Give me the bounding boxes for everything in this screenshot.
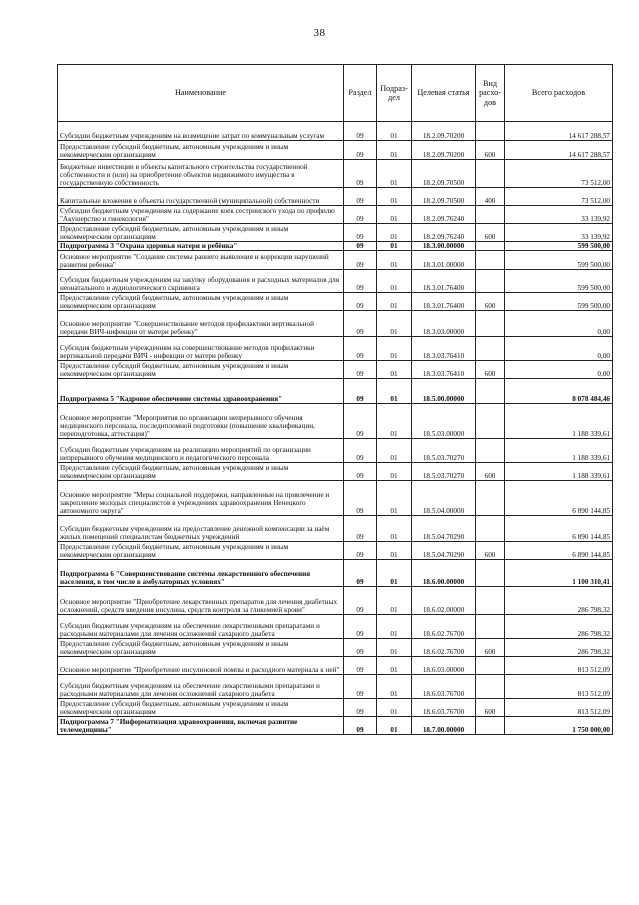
row-section-cell: 09 [344, 242, 377, 251]
row-type-cell [476, 206, 505, 224]
row-amount-cell: 1 100 310,41 [505, 560, 613, 587]
row-name-cell: Подпрограмма 6 "Совершенствование системы лекарственного обеспечения населения, в том числе в амбулаторных условиях" [58, 560, 344, 587]
row-type-cell [476, 481, 505, 516]
row-subsection-cell: 01 [377, 141, 412, 160]
row-section-cell: 09 [344, 587, 377, 615]
row-section-cell: 09 [344, 481, 377, 516]
row-name-cell: Субсидии бюджетным учреждениям на обеспечение лекарственными препаратами и расходными материалами для лечения осложнений сахарного диабета [58, 675, 344, 699]
row-type-cell [476, 439, 505, 463]
row-amount-cell: 73 512,00 [505, 160, 613, 188]
table-row [58, 481, 613, 516]
row-subsection-cell: 01 [377, 615, 412, 639]
row-target-cell: 18.5.03.70270 [412, 463, 476, 481]
row-target-cell: 18.5.04.70290 [412, 542, 476, 560]
row-target-cell: 18.5.00.00000 [412, 379, 476, 404]
table-row [58, 188, 613, 206]
row-type-cell [476, 560, 505, 587]
table-row [58, 463, 613, 481]
row-name-cell: Предоставление субсидий бюджетным, автономным учреждениям и иным некоммерческим организациям [58, 293, 344, 311]
row-section-cell: 09 [344, 160, 377, 188]
row-section-cell: 09 [344, 188, 377, 206]
row-type-cell: 400 [476, 188, 505, 206]
row-section-cell: 09 [344, 717, 377, 735]
row-section-cell: 09 [344, 224, 377, 242]
row-target-cell: 18.2.09.70200 [412, 122, 476, 141]
row-amount-cell: 1 750 000,00 [505, 717, 613, 735]
row-subsection-cell: 01 [377, 206, 412, 224]
row-target-cell: 18.6.03.00000 [412, 657, 476, 675]
row-subsection-cell: 01 [377, 639, 412, 657]
row-section-cell: 09 [344, 251, 377, 270]
row-subsection-cell: 01 [377, 481, 412, 516]
row-subsection-cell: 01 [377, 439, 412, 463]
row-amount-cell: 813 512,09 [505, 657, 613, 675]
row-name-cell: Субсидии бюджетным учреждениям на возмещение затрат по коммунальным услугам [58, 122, 344, 141]
row-subsection-cell: 01 [377, 251, 412, 270]
row-subsection-cell: 01 [377, 242, 412, 251]
row-subsection-cell: 01 [377, 379, 412, 404]
row-target-cell: 18.2.09.76240 [412, 224, 476, 242]
row-subsection-cell: 01 [377, 657, 412, 675]
row-target-cell: 18.3.01.76400 [412, 293, 476, 311]
row-target-cell: 18.2.09.70500 [412, 188, 476, 206]
row-section-cell: 09 [344, 337, 377, 361]
table-row [58, 270, 613, 293]
row-subsection-cell: 01 [377, 122, 412, 141]
row-amount-cell: 1 188 339,61 [505, 404, 613, 439]
row-section-cell: 09 [344, 206, 377, 224]
row-subsection-cell: 01 [377, 542, 412, 560]
table-row [58, 337, 613, 361]
row-section-cell: 09 [344, 122, 377, 141]
row-subsection-cell: 01 [377, 463, 412, 481]
row-section-cell: 09 [344, 560, 377, 587]
table-row [58, 675, 613, 699]
row-target-cell: 18.3.00.00000 [412, 242, 476, 251]
table-row [58, 615, 613, 639]
row-target-cell: 18.6.03.76700 [412, 699, 476, 717]
header-total: Всего расходов [505, 65, 613, 122]
row-amount-cell: 0,00 [505, 337, 613, 361]
row-type-cell [476, 122, 505, 141]
row-target-cell: 18.6.02.00000 [412, 587, 476, 615]
row-amount-cell: 599 500,00 [505, 270, 613, 293]
table-row [58, 293, 613, 311]
row-amount-cell: 813 512,09 [505, 699, 613, 717]
row-type-cell [476, 587, 505, 615]
row-type-cell [476, 270, 505, 293]
row-type-cell [476, 657, 505, 675]
header-section: Раздел [344, 65, 377, 122]
row-name-cell: Подпрограмма 5 "Кадровое обеспечение системы здравоохранения" [58, 379, 344, 404]
table-row [58, 122, 613, 141]
row-target-cell: 18.5.03.70270 [412, 439, 476, 463]
table-row [58, 439, 613, 463]
row-section-cell: 09 [344, 615, 377, 639]
row-name-cell: Основное мероприятие "Совершенствование методов профилактики вертикальной передачи ВИЧ-инфекции от матери ребенку" [58, 311, 344, 337]
row-name-cell: Субсидии бюджетным учреждениям на обеспечение лекарственными препаратами и расходными материалами для лечения осложнений сахарного диабета [58, 615, 344, 639]
row-amount-cell: 6 890 144,85 [505, 481, 613, 516]
row-name-cell: Основное мероприятие "Создание системы раннего выявления и коррекции нарушений развития ребенка" [58, 251, 344, 270]
row-type-cell [476, 242, 505, 251]
subprogram-row [58, 242, 613, 251]
row-name-cell: Основное мероприятие "Приобретение инсулиновой помпы и расходного материала к ней" [58, 657, 344, 675]
table-row [58, 141, 613, 160]
row-subsection-cell: 01 [377, 311, 412, 337]
row-subsection-cell: 01 [377, 717, 412, 735]
row-target-cell: 18.7.00.00000 [412, 717, 476, 735]
row-amount-cell: 599 500,00 [505, 242, 613, 251]
row-target-cell: 18.6.02.76700 [412, 615, 476, 639]
row-name-cell: Предоставление субсидий бюджетным, автономным учреждениям и иным некоммерческим организациям [58, 463, 344, 481]
table-header-row [58, 65, 613, 122]
row-target-cell: 18.6.00.00000 [412, 560, 476, 587]
row-subsection-cell: 01 [377, 188, 412, 206]
table-row [58, 224, 613, 242]
row-name-cell: Предоставление субсидий бюджетным, автономным учреждениям и иным некоммерческим организациям [58, 224, 344, 242]
row-subsection-cell: 01 [377, 160, 412, 188]
row-subsection-cell: 01 [377, 587, 412, 615]
row-section-cell: 09 [344, 463, 377, 481]
subprogram-row [58, 560, 613, 587]
row-amount-cell: 0,00 [505, 361, 613, 379]
row-amount-cell: 599 500,00 [505, 293, 613, 311]
page-number: 38 [313, 27, 326, 39]
table-row [58, 516, 613, 542]
row-name-cell: Капитальные вложения в объекты государственной (муниципальной) собственности [58, 188, 344, 206]
row-amount-cell: 0,00 [505, 311, 613, 337]
table-row [58, 311, 613, 337]
row-subsection-cell: 01 [377, 516, 412, 542]
row-section-cell: 09 [344, 270, 377, 293]
row-section-cell: 09 [344, 311, 377, 337]
table-row [58, 639, 613, 657]
row-amount-cell: 8 078 484,46 [505, 379, 613, 404]
row-target-cell: 18.3.03.00000 [412, 311, 476, 337]
row-name-cell: Предоставление субсидий бюджетным, автономным учреждениям и иным некоммерческим организациям [58, 361, 344, 379]
subprogram-row [58, 717, 613, 735]
row-target-cell: 18.2.09.70500 [412, 160, 476, 188]
row-amount-cell: 286 798,32 [505, 639, 613, 657]
row-type-cell [476, 615, 505, 639]
row-name-cell: Бюджетные инвестиции в объекты капитального строительства государственной собственности и (или) на приобретение объектов недвижимого имущества в государственную собственность [58, 160, 344, 188]
row-type-cell [476, 251, 505, 270]
row-type-cell: 600 [476, 463, 505, 481]
row-type-cell: 600 [476, 542, 505, 560]
row-section-cell: 09 [344, 293, 377, 311]
row-subsection-cell: 01 [377, 404, 412, 439]
row-name-cell: Подпрограмма 7 "Информатизация здравоохранения, включая развитие телемедицины" [58, 717, 344, 735]
table-body [58, 122, 613, 735]
row-amount-cell: 6 890 144,85 [505, 542, 613, 560]
row-subsection-cell: 01 [377, 293, 412, 311]
row-section-cell: 09 [344, 439, 377, 463]
row-name-cell: Субсидии бюджетным учреждениям на содержание коек сестринского ухода по профилю "Акушерство и гинекология" [58, 206, 344, 224]
row-amount-cell: 6 890 144,85 [505, 516, 613, 542]
row-name-cell: Основное мероприятие "Меры социальной поддержки, направленные на привлечение и закрепление молодых специалистов в учреждениях здравоохранения Ненецкого автономного округа" [58, 481, 344, 516]
row-amount-cell: 14 617 288,57 [505, 122, 613, 141]
row-amount-cell: 286 798,32 [505, 587, 613, 615]
header-subsection: Подраз-дел [377, 65, 412, 122]
table-row [58, 542, 613, 560]
row-name-cell: Субсидия бюджетным учреждениям на закупку оборудования и расходных материалов для неонатального и аудиологического скрининга [58, 270, 344, 293]
row-target-cell: 18.3.01.00000 [412, 251, 476, 270]
row-amount-cell: 286 798,32 [505, 615, 613, 639]
table-row [58, 587, 613, 615]
header-expense-type: Вид расхо-дов [476, 65, 505, 122]
row-type-cell [476, 337, 505, 361]
row-section-cell: 09 [344, 657, 377, 675]
table-row [58, 251, 613, 270]
row-type-cell [476, 404, 505, 439]
row-subsection-cell: 01 [377, 560, 412, 587]
row-subsection-cell: 01 [377, 224, 412, 242]
row-name-cell: Предоставление субсидий бюджетным, автономным учреждениям и иным некоммерческим организациям [58, 639, 344, 657]
row-section-cell: 09 [344, 141, 377, 160]
row-amount-cell: 1 188 339,61 [505, 463, 613, 481]
row-amount-cell: 33 139,92 [505, 206, 613, 224]
row-subsection-cell: 01 [377, 361, 412, 379]
row-type-cell [476, 516, 505, 542]
row-subsection-cell: 01 [377, 675, 412, 699]
expenditure-table [57, 64, 613, 735]
row-amount-cell: 599 500,00 [505, 251, 613, 270]
row-name-cell: Субсидия бюджетным учреждениям на совершенствование методов профилактики вертикальной передачи ВИЧ - инфекции от матери ребенку [58, 337, 344, 361]
row-subsection-cell: 01 [377, 699, 412, 717]
row-target-cell: 18.6.02.76700 [412, 639, 476, 657]
row-type-cell: 600 [476, 224, 505, 242]
row-section-cell: 09 [344, 404, 377, 439]
row-type-cell [476, 675, 505, 699]
subprogram-row [58, 379, 613, 404]
row-type-cell: 600 [476, 293, 505, 311]
row-target-cell: 18.5.03.00000 [412, 404, 476, 439]
row-target-cell: 18.3.03.76410 [412, 361, 476, 379]
row-section-cell: 09 [344, 639, 377, 657]
row-type-cell [476, 717, 505, 735]
row-name-cell: Основное мероприятие "Мероприятия по организации непрерывного обучения медицинского персонала, последипломной подготовки (повышение квалификации, переподготовка, аттестация)" [58, 404, 344, 439]
table-row [58, 361, 613, 379]
row-section-cell: 09 [344, 699, 377, 717]
row-section-cell: 09 [344, 516, 377, 542]
table-row [58, 404, 613, 439]
header-target-article: Целевая статья [412, 65, 476, 122]
row-subsection-cell: 01 [377, 337, 412, 361]
row-amount-cell: 1 188 339,61 [505, 439, 613, 463]
row-target-cell: 18.2.09.76240 [412, 206, 476, 224]
row-section-cell: 09 [344, 379, 377, 404]
row-name-cell: Предоставление субсидий бюджетным, автономным учреждениям и иным некоммерческим организациям [58, 699, 344, 717]
row-type-cell [476, 160, 505, 188]
row-amount-cell: 813 512,09 [505, 675, 613, 699]
row-name-cell: Предоставление субсидий бюджетным, автономным учреждениям и иным некоммерческим организациям [58, 542, 344, 560]
row-amount-cell: 73 512,00 [505, 188, 613, 206]
row-section-cell: 09 [344, 542, 377, 560]
row-type-cell: 600 [476, 361, 505, 379]
row-type-cell: 600 [476, 141, 505, 160]
row-section-cell: 09 [344, 361, 377, 379]
table-row [58, 699, 613, 717]
row-name-cell: Основное мероприятие "Приобретение лекарственных препаратов для лечения диабетных осложнений, средств введения инсулина, средств контроля за гликемией крови" [58, 587, 344, 615]
table-row [58, 206, 613, 224]
row-target-cell: 18.5.04.00000 [412, 481, 476, 516]
row-subsection-cell: 01 [377, 270, 412, 293]
row-type-cell: 600 [476, 639, 505, 657]
row-name-cell: Субсидии бюджетным учреждениям на реализацию мероприятий по организации непрерывного обучения медицинского и педагогического персонала [58, 439, 344, 463]
row-target-cell: 18.3.01.76400 [412, 270, 476, 293]
row-target-cell: 18.6.03.76700 [412, 675, 476, 699]
table-row [58, 160, 613, 188]
row-type-cell [476, 379, 505, 404]
row-name-cell: Предоставление субсидий бюджетным, автономным учреждениям и иным некоммерческим организациям [58, 141, 344, 160]
header-name: Наименование [58, 65, 344, 122]
row-target-cell: 18.5.04.70290 [412, 516, 476, 542]
row-section-cell: 09 [344, 675, 377, 699]
row-name-cell: Подпрограмма 3 "Охрана здоровья матери и ребёнка" [58, 242, 344, 251]
table-row [58, 657, 613, 675]
row-type-cell: 600 [476, 699, 505, 717]
row-type-cell [476, 311, 505, 337]
row-amount-cell: 33 139,92 [505, 224, 613, 242]
row-name-cell: Субсидии бюджетным учреждениям на предоставление денежной компенсации за наём жилых помещений специалистам бюджетных учреждений [58, 516, 344, 542]
row-target-cell: 18.3.03.76410 [412, 337, 476, 361]
row-target-cell: 18.2.09.70200 [412, 141, 476, 160]
row-amount-cell: 14 617 288,57 [505, 141, 613, 160]
